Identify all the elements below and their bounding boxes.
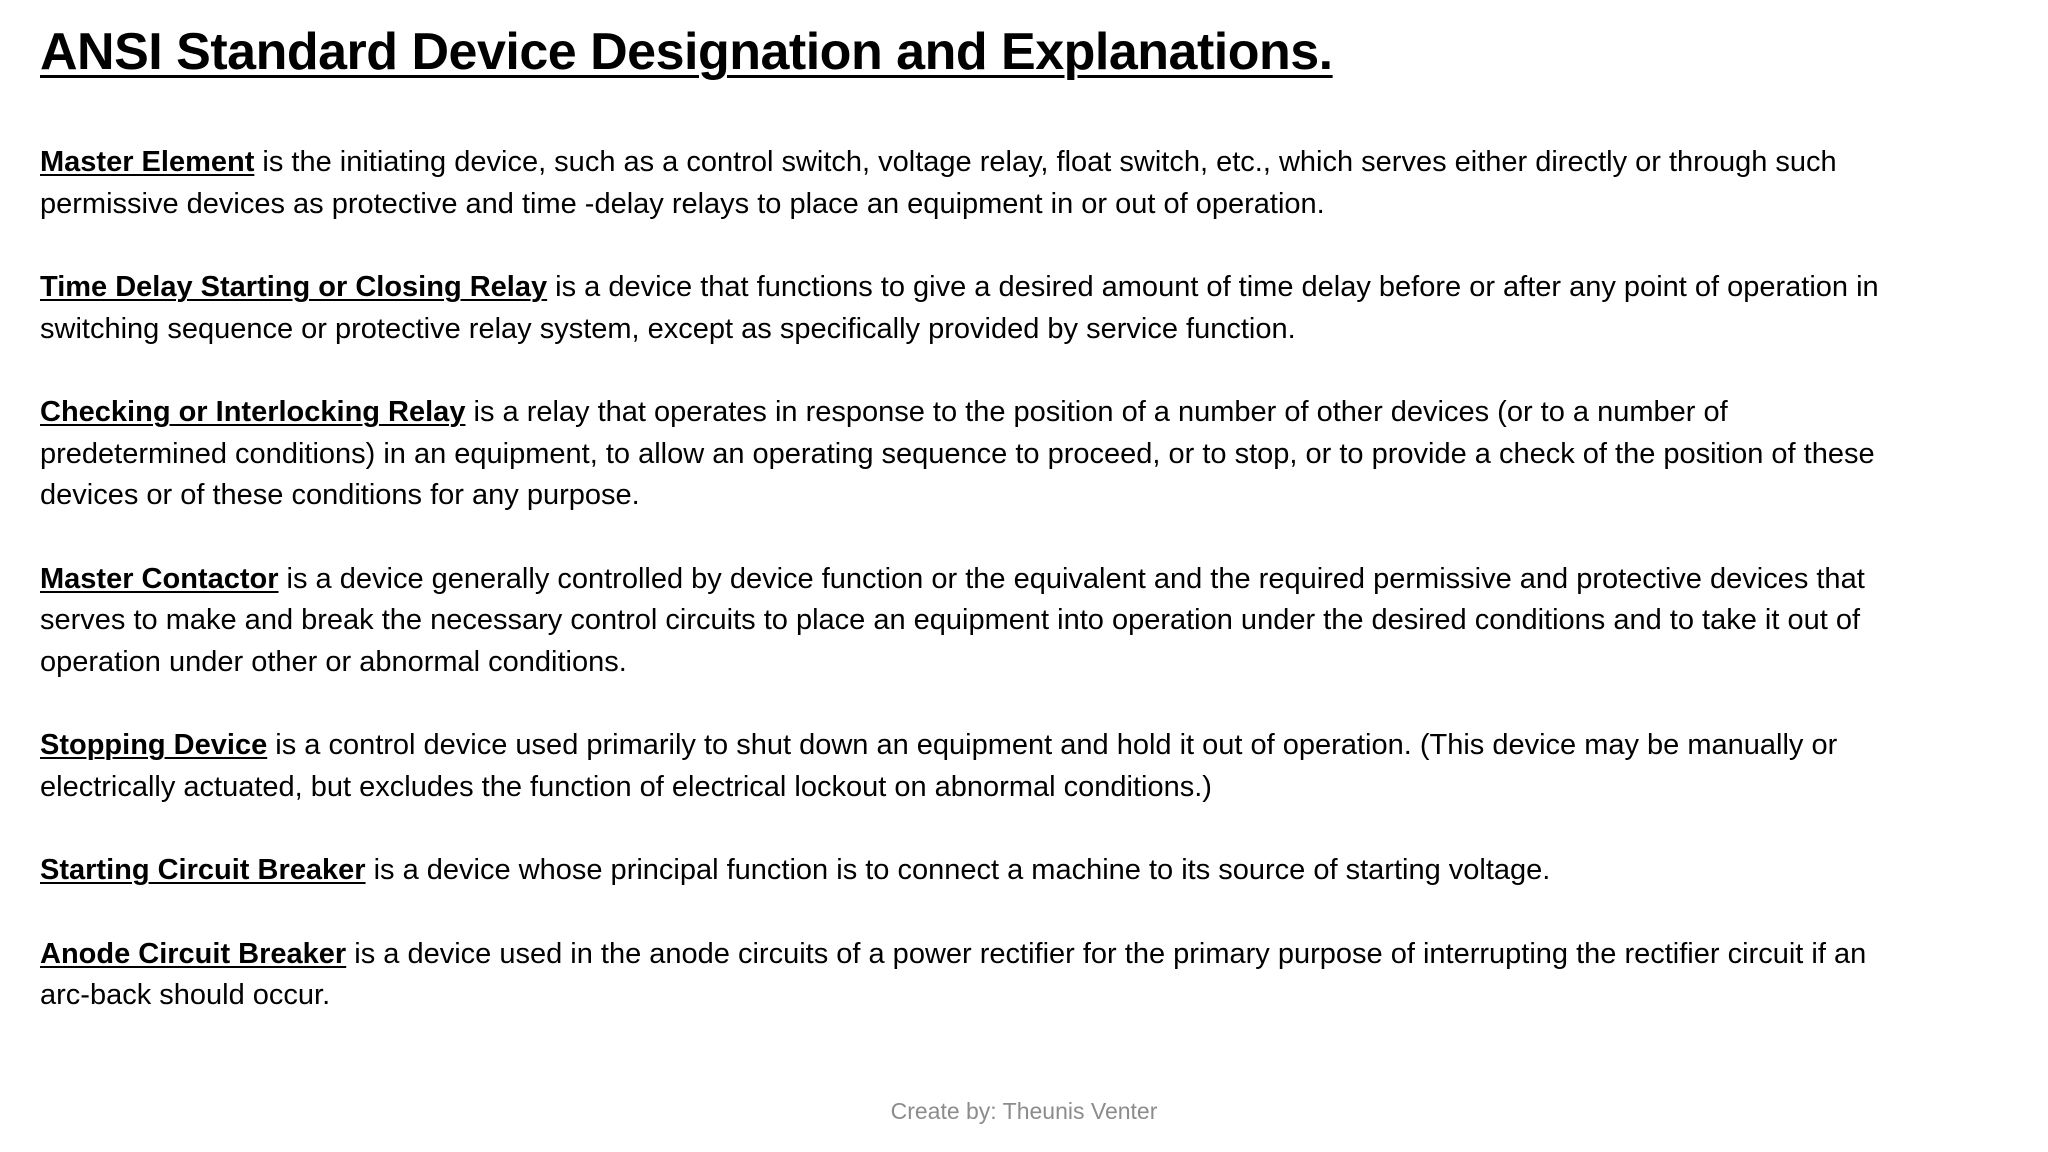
- definitions-list: [40, 142, 1920, 1059]
- description-stopping-device: is a control device used primarily to shut down an equipment and hold it out of operation. (This device may be manually or electrically actuated, but excludes the function of electrical lockout on abnormal conditions.): [40, 729, 1838, 803]
- description-anode-circuit-breaker: is a device used in the anode circuits of a power rectifier for the primary purpose of interrupting the rectifier circuit if an arc-back should occur.: [40, 937, 1867, 1011]
- description-master-contactor: is a device generally controlled by device function or the equivalent and the required permissive and protective devices that serves to make and break the necessary control circuits to place an equipment into operation under the desired conditions and to take it out of operation under other or abnormal conditions.: [40, 562, 1865, 678]
- definition-master-element: [40, 142, 1920, 225]
- term-stopping-device: Stopping Device: [40, 729, 268, 761]
- definition-checking-or-interlocking-relay: [40, 392, 1920, 517]
- page-title: ANSI Standard Device Designation and Explanations.: [40, 23, 1333, 81]
- definition-master-contactor: [40, 559, 1920, 684]
- term-master-contactor: Master Contactor: [40, 562, 279, 595]
- description-time-delay-starting-or-closing-relay: is a device that functions to give a desired amount of time delay before or after any point of operation in switching sequence or protective relay system, except as specifically provided by service function.: [40, 271, 1879, 345]
- term-anode-circuit-breaker: Anode Circuit Breaker: [40, 937, 347, 970]
- footer-credit: Create by: Theunis Venter: [890, 1098, 1158, 1124]
- description-master-element: is the initiating device, such as a control switch, voltage relay, float switch, etc., which serves either directly or through such permissive devices as protective and time -delay relays to place an equipment in or out of operation.: [40, 146, 1837, 220]
- term-starting-circuit-breaker: Starting Circuit Breaker: [40, 854, 366, 886]
- term-master-element: Master Element: [40, 146, 255, 178]
- definition-anode-circuit-breaker: [40, 934, 1920, 1017]
- definition-time-delay-starting-or-closing-relay: [40, 267, 1920, 350]
- term-time-delay-starting-or-closing-relay: Time Delay Starting or Closing Relay: [40, 271, 548, 303]
- term-checking-or-interlocking-relay: Checking or Interlocking Relay: [40, 396, 466, 428]
- definition-stopping-device: [40, 725, 1920, 808]
- description-starting-circuit-breaker: is a device whose principal function is to connect a machine to its source of starting voltage.: [365, 854, 1551, 886]
- description-checking-or-interlocking-relay: is a relay that operates in response to the position of a number of other devices (or to a number of predetermined conditions) in an equipment, to allow an operating sequence to proceed, or to stop, or to provide a check of the position of these devices or of these conditions for any purpose.: [40, 396, 1875, 511]
- definition-starting-circuit-breaker: [40, 850, 1920, 892]
